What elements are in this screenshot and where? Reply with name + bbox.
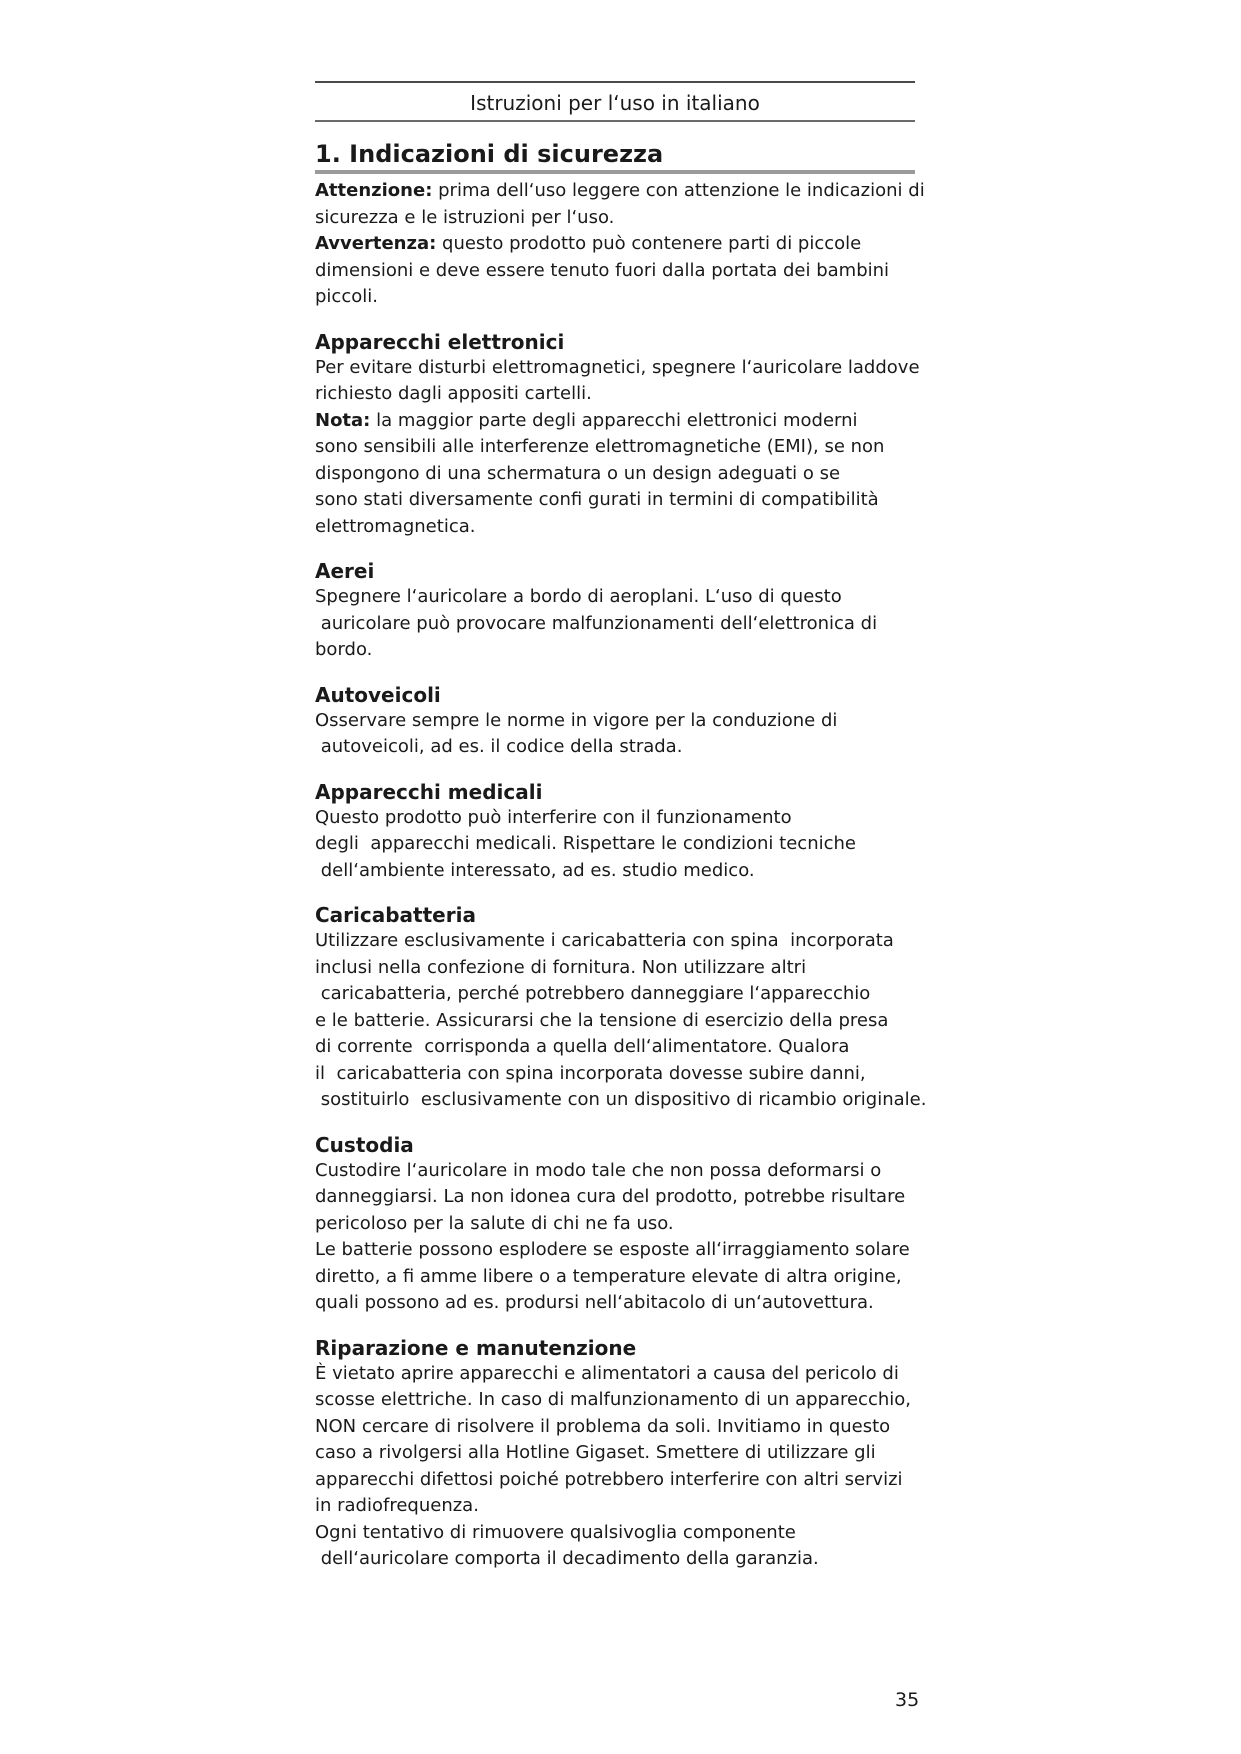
paragraph-riparazione-manutenzione [315, 1361, 935, 1573]
heading-custodia: Custodia [315, 1132, 414, 1157]
paragraph-autoveicoli [315, 708, 935, 761]
text-line: quali possono ad es. prodursi nell‘abitacolo di un‘autovettura. [315, 1292, 874, 1313]
text-line: scosse elettriche. In caso di malfunzionamento di un apparecchio, [315, 1389, 911, 1410]
text-line: Spegnere l‘auricolare a bordo di aeroplani. L‘uso di questo [315, 586, 842, 607]
text-line: sono stati diversamente confi gurati in termini di compatibilità [315, 489, 879, 510]
attenzione-label: Attenzione: [315, 180, 433, 201]
text-line: pericoloso per la salute di chi ne fa uso. [315, 1212, 674, 1234]
paragraph-aerei [315, 584, 935, 664]
heading-riparazione-manutenzione: Riparazione e manutenzione [315, 1335, 637, 1360]
nota-label: Nota: [315, 409, 371, 431]
text-line: il caricabatteria con spina incorporata dovesse subire danni, [315, 1062, 866, 1084]
text-line: diretto, a fi amme libere o a temperature elevate di altra origine, [315, 1265, 902, 1287]
text-line: dell‘ambiente interessato, ad es. studio medico. [315, 859, 755, 881]
intro-paragraph [315, 178, 935, 311]
text-line: Custodire l‘auricolare in modo tale che non possa deformarsi o [315, 1159, 882, 1181]
intro-line: prima dell‘uso leggere con attenzione le indicazioni di [432, 180, 925, 201]
text-line: richiesto dagli appositi cartelli. [315, 383, 592, 404]
paragraph-caricabatteria [315, 928, 935, 1114]
heading-autoveicoli: Autoveicoli [315, 682, 441, 707]
page-number: 35 [895, 1689, 920, 1711]
paragraph-apparecchi-elettronici [315, 355, 935, 541]
text-line: Per evitare disturbi elettromagnetici, spegnere l‘auricolare laddove [315, 356, 920, 378]
section-title-rule [315, 170, 915, 174]
text-line: Le batterie possono esplodere se esposte all‘irraggiamento solare [315, 1239, 910, 1260]
intro-line: piccoli. [315, 286, 378, 307]
text-line: elettromagnetica. [315, 515, 476, 537]
text-line: inclusi nella confezione di fornitura. Non utilizzare altri [315, 956, 807, 978]
intro-line: sicurezza e le istruzioni per l‘uso. [315, 206, 615, 228]
text-line: in radiofrequenza. [315, 1495, 479, 1516]
text-line: apparecchi difettosi poiché potrebbero interferire con altri servizi [315, 1468, 903, 1490]
text-line: Ogni tentativo di rimuovere qualsivoglia componente [315, 1521, 796, 1543]
text-line: Osservare sempre le norme in vigore per la conduzione di [315, 709, 838, 731]
text-line: È vietato aprire apparecchi e alimentatori a causa del pericolo di [315, 1362, 899, 1384]
text-line: bordo. [315, 639, 373, 660]
text-line: caso a rivolgersi alla Hotline Gigaset. Smettere di utilizzare gli [315, 1442, 876, 1463]
text-line: Utilizzare esclusivamente i caricabatteria con spina incorporata [315, 930, 894, 951]
text-line: e le batterie. Assicurarsi che la tensione di esercizio della presa [315, 1009, 889, 1031]
section-title: 1. Indicazioni di sicurezza [315, 140, 664, 168]
text-line: Questo prodotto può interferire con il funzionamento [315, 806, 792, 828]
body-column [315, 178, 935, 1573]
intro-line: dimensioni e deve essere tenuto fuori dalla portata dei bambini [315, 259, 890, 281]
text-line: dispongono di una schermatura o un design adeguati o se [315, 462, 841, 484]
header-title: Istruzioni per l‘uso in italiano [470, 91, 760, 115]
text-line: NON cercare di risolvere il problema da soli. Invitiamo in questo [315, 1415, 891, 1437]
text-line: di corrente corrisponda a quella dell‘alimentatore. Qualora [315, 1036, 850, 1057]
paragraph-apparecchi-medicali [315, 805, 935, 885]
text-line: autoveicoli, ad es. il codice della strada. [315, 736, 683, 757]
text-line: caricabatteria, perché potrebbero danneggiare l‘apparecchio [315, 983, 871, 1004]
header-bottom-rule [315, 120, 915, 122]
paragraph-custodia [315, 1158, 935, 1317]
heading-caricabatteria: Caricabatteria [315, 903, 476, 927]
intro-line: questo prodotto può contenere parti di piccole [436, 233, 862, 254]
avvertenza-label: Avvertenza: [315, 233, 437, 254]
text-line: sostituirlo esclusivamente con un dispositivo di ricambio originale. [315, 1089, 927, 1110]
text-line: auricolare può provocare malfunzionamenti dell‘elettronica di [315, 612, 878, 634]
heading-apparecchi-medicali: Apparecchi medicali [315, 779, 543, 804]
text-line: la maggior parte degli apparecchi elettronici moderni [370, 409, 858, 431]
heading-aerei: Aerei [315, 559, 375, 583]
text-line: sono sensibili alle interferenze elettromagnetiche (EMI), se non [315, 436, 885, 457]
text-line: danneggiarsi. La non idonea cura del prodotto, potrebbe risultare [315, 1186, 906, 1207]
heading-apparecchi-elettronici: Apparecchi elettronici [315, 329, 565, 354]
text-line: degli apparecchi medicali. Rispettare le condizioni tecniche [315, 833, 856, 854]
text-line: dell‘auricolare comporta il decadimento della garanzia. [315, 1548, 819, 1569]
header-top-rule [315, 81, 915, 83]
